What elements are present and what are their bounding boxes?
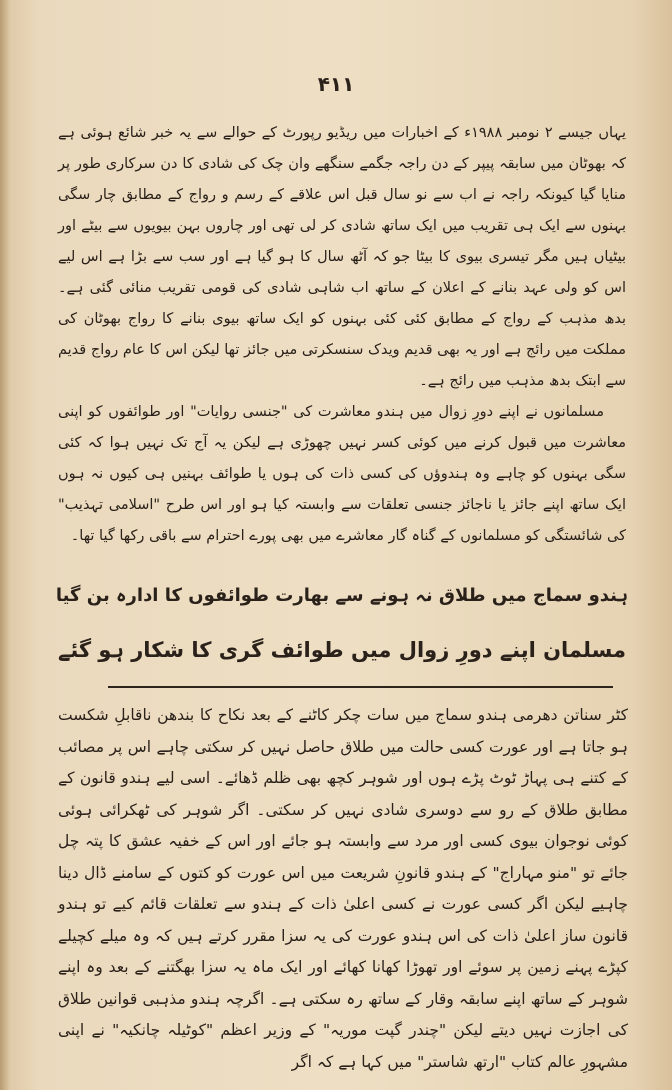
page-binding-shadow	[0, 0, 10, 1090]
body-text	[58, 118, 626, 552]
section-text	[58, 700, 628, 1079]
paragraph-divorce-law: کٹر سناتن دھرمی ہندو سماج میں سات چکر کاٹنے کے بعد نکاح کا بندھن ناقابلِ شکست ہو جاتا ہے اور عورت کسی حالت میں طلاق حاصل نہیں کر سکتی چاہے اس پر مصائب کے کتنے ہی پہاڑ ٹوٹ پڑے ہوں اور شوہر کچھ بھی ظلم ڈھائے۔ اسی لیے ہندو قانون کے مطابق طلاق کے رو سے دوسری شادی نہیں کر سکتی۔ اگر شوہر کی ٹھکرائی ہوئی کوئی نوجوان بیوی کسی اور مرد سے وابستہ ہو جائے اور اس کے خفیہ عشق کا پتہ چل جائے تو "منو مہاراج" کے ہندو قانونِ شریعت میں اس عورت کو کتوں کے سامنے ڈال دینا چاہیے لیکن اگر کسی عورت نے کسی اعلیٰ ذات کے ہندو سے تعلقات قائم کیے تو ہندو قانون ساز اعلیٰ ذات کی اس ہندو عورت کی یہ سزا مقرر کرتے ہیں کہ وہ میلے کچیلے کپڑے پہنے زمین پر سوئے اور تھوڑا کھانا کھائے اور ایک ماہ یہ سزا بھگتنے کے بعد وہ اپنے شوہر کے ساتھ اپنے سابقہ وقار کے ساتھ رہ سکتی ہے۔ اگرچہ ہندو مذہبی قوانین طلاق کی اجازت نہیں دیتے لیکن "چندر گپت موریہ" کے وزیر اعظم "کوٹیلہ چانکیہ" نے اپنی مشہورِ عالم کتاب "ارتھ شاستر" میں کہا ہے کہ اگر	[58, 706, 628, 1072]
paragraph-bhutan: یہاں جیسے ۲ نومبر ۱۹۸۸ء کے اخبارات میں ریڈیو رپورٹ کے حوالے سے یہ خبر شائع ہوئی ہے کہ بھوٹان میں سابقہ پیپر کے دن راجہ جگمے سنگھے وان چک کی شادی کا دن سرکاری طور پر منایا گیا کیونکہ راجہ نے اب سے نو سال قبل اس علاقے کے رسم و رواج کے مطابق چار سگی بہنوں سے ایک ہی تقریب میں ایک ساتھ شادی کر لی تھی اور چاروں بہن بیویوں سے بیٹے اور بیٹیاں ہیں مگر تیسری بیوی کا بیٹا جو کہ آٹھ سال کا ہو گیا ہے اور سب سے بڑا ہے اس لیے اس کو ولی عہد بنانے کے اعلان کے ساتھ اب شاہی شادی کی قومی تقریب منائی گئی ہے۔ بدھ مذہب کے رواج کے مطابق کئی کئی بہنوں کو ایک ساتھ بیوی بنانے کا رواج بھوٹان کی مملکت میں رائج ہے اور یہ بھی قدیم ویدک سنسکرتی میں جائز تھا لیکن اس کا عام رواج قدیم سے ابتک بدھ مذہب میں رائج ہے۔	[58, 125, 627, 389]
headline-hindu-society: ہندو سماج میں طلاق نہ ہونے سے بھارت طوائفوں کا ادارہ بن گیا	[55, 585, 629, 606]
headline-muslims-decline: مسلمان اپنے دورِ زوال میں طوائف گری کا شکار ہو گئے	[58, 638, 626, 662]
section-divider	[108, 686, 613, 688]
paragraph-muslims: مسلمانوں نے اپنے دورِ زوال میں ہندو معاشرت کی "جنسی روایات" اور طوائفوں کو اپنی معاشرت میں قبول کرنے میں کوئی کسر نہیں چھوڑی ہے لیکن یہ آج تک نہیں ہوا کہ کئی سگی بہنوں کو چاہے وہ ہندوؤں کی کسی ذات کی ہوں یا طوائف بہنیں ہی کیوں نہ ہوں ایک ساتھ اپنے جائز یا ناجائز جنسی تعلقات سے وابستہ کیا ہو اور اس طرح "اسلامی تہذیب" کی شائستگی کو مسلمانوں کے گناہ گار معاشرے میں بھی پورے احترام سے باقی رکھا گیا تھا۔	[58, 403, 626, 544]
page-number: ۴۱۱	[317, 72, 355, 96]
